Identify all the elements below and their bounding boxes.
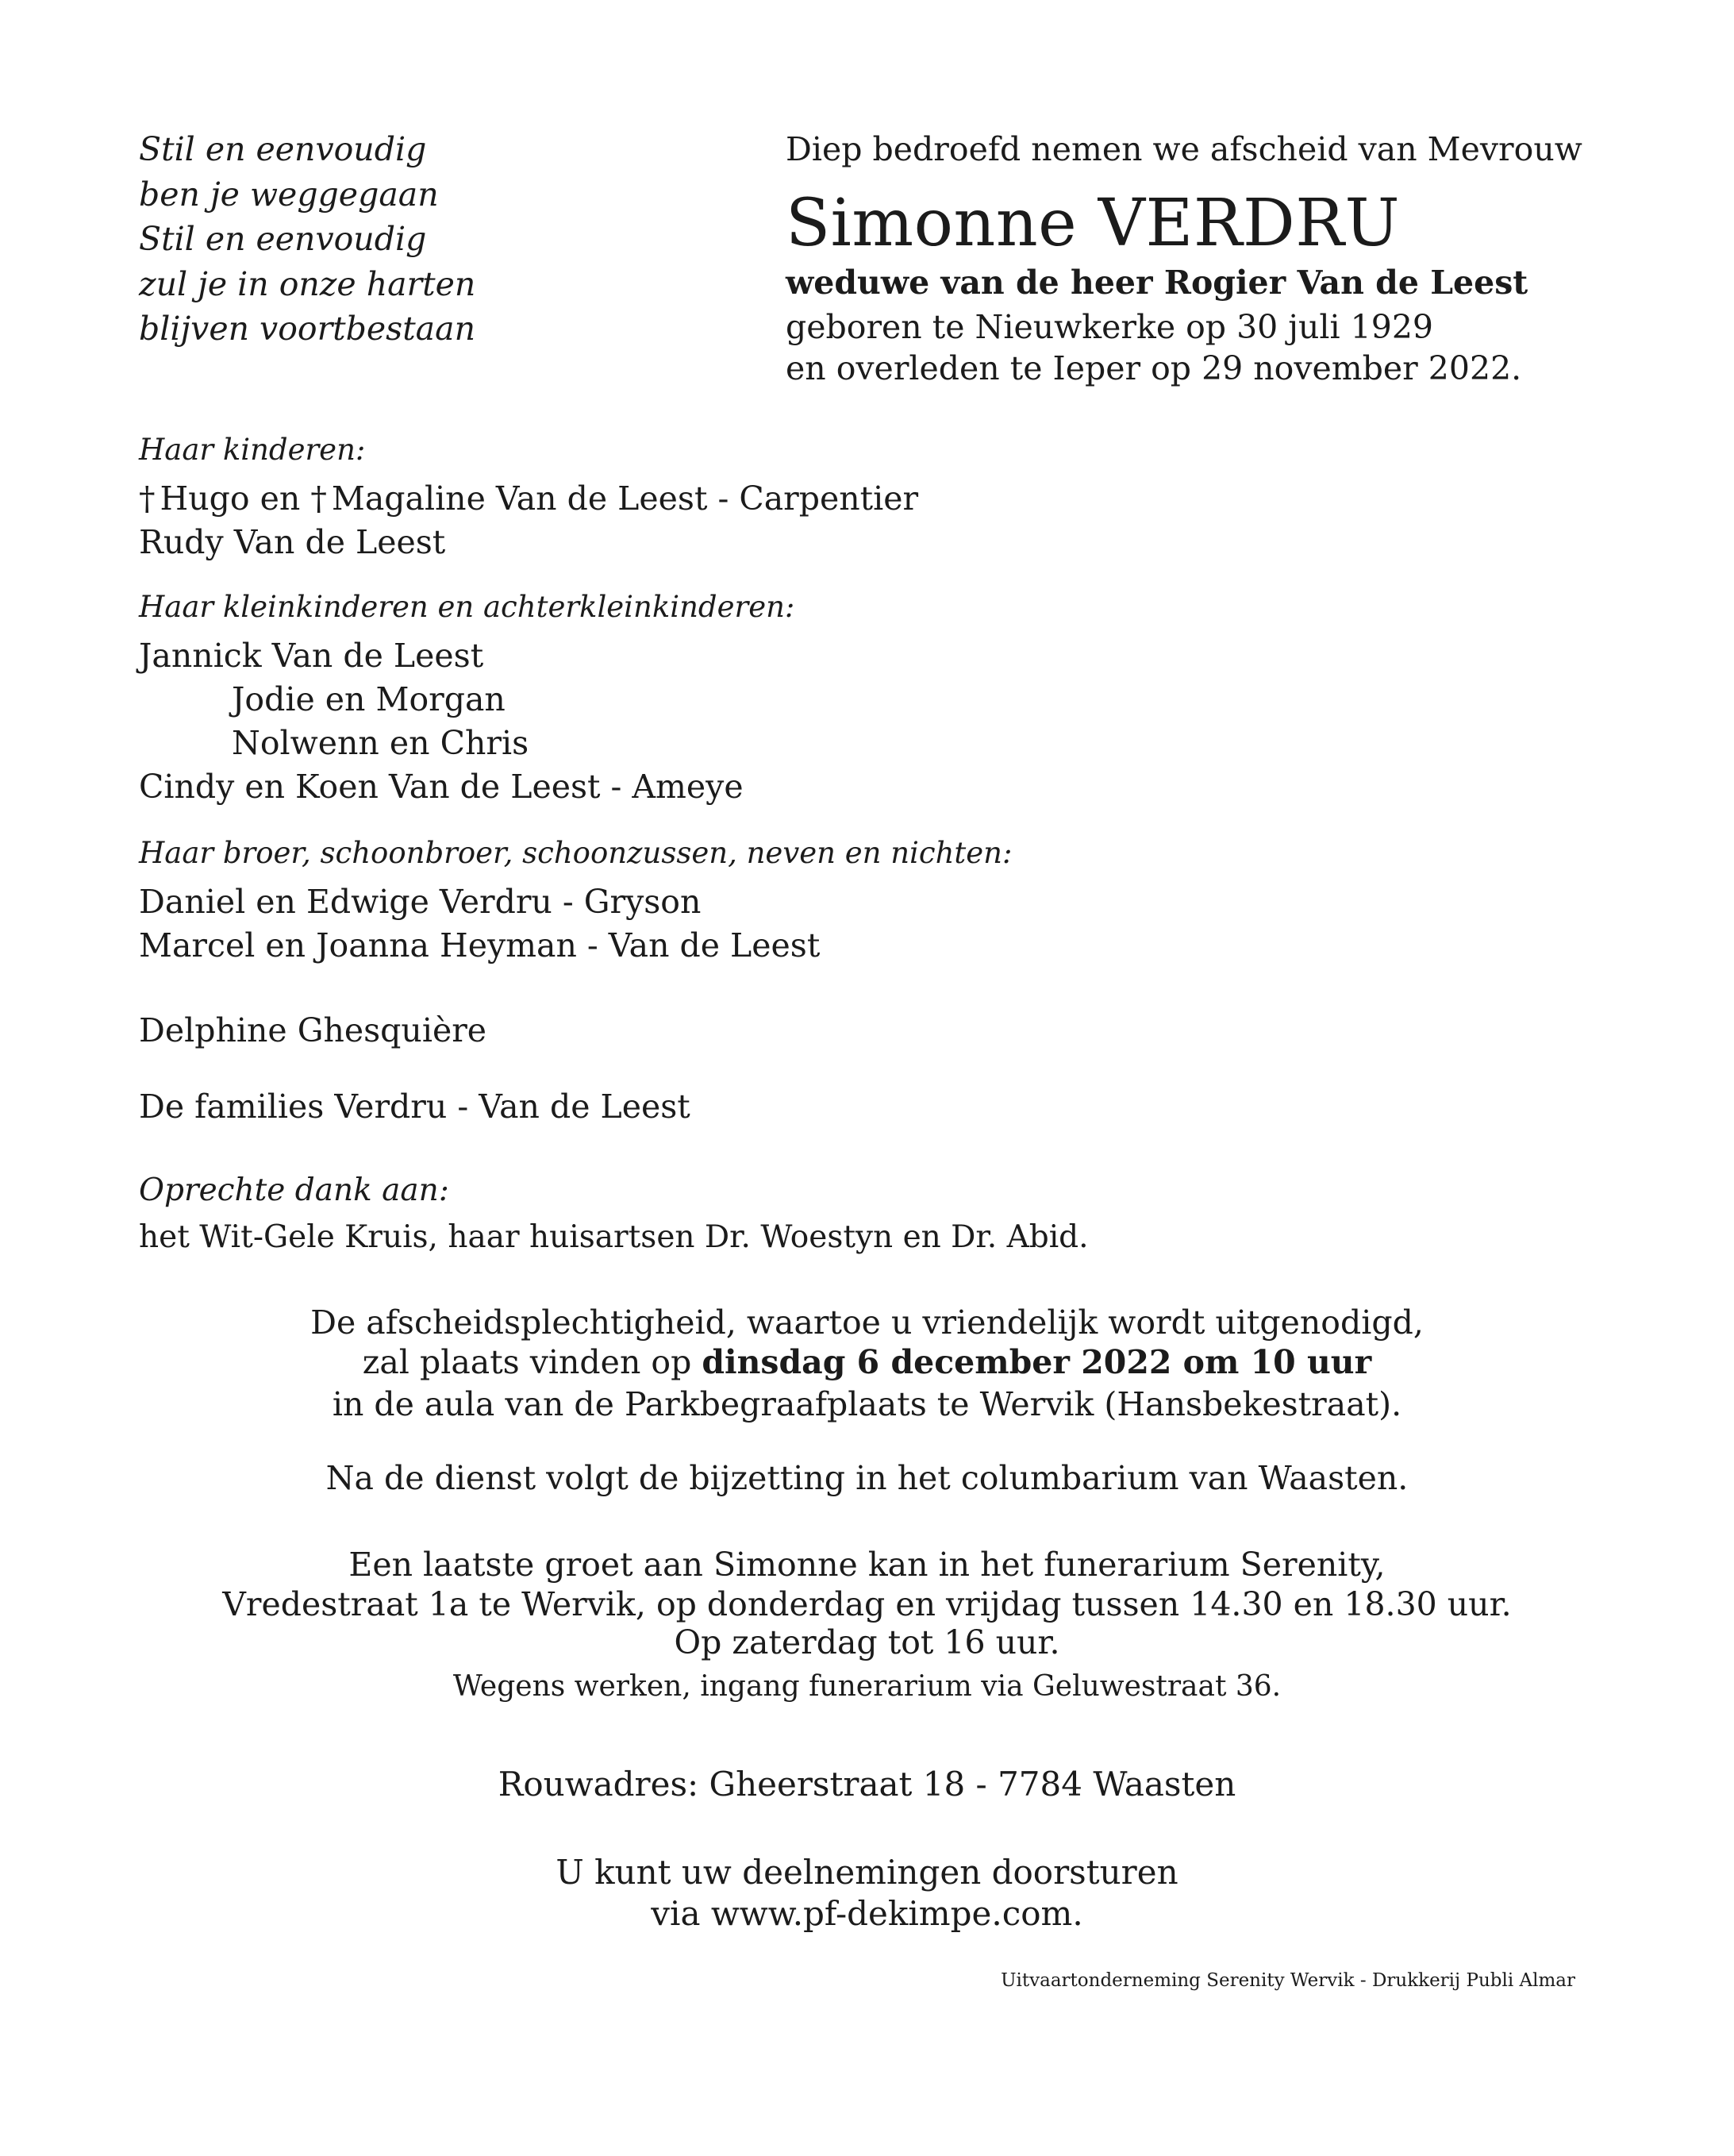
visitation-note: Wegens werken, ingang funerarium via Geluwestraat 36. xyxy=(452,1670,1282,1703)
children-line xyxy=(139,477,918,521)
announcement-intro: Diep bedroefd nemen we afscheid van Mevrouw xyxy=(786,130,1582,168)
printer-credit: Uitvaartonderneming Serenity Wervik - Drukkerij Publi Almar xyxy=(1001,1970,1575,1991)
child-name: Magaline Van de Leest - Carpentier xyxy=(331,479,919,518)
birth-line: geboren te Nieuwkerke op 30 juli 1929 xyxy=(786,308,1433,346)
ceremony-line: De afscheidsplechtigheid, waartoe u vriendelijk wordt uitgenodigd, xyxy=(310,1303,1424,1342)
great-grandchild-names: Nolwenn en Chris xyxy=(232,724,529,762)
poem-line: blijven voortbestaan xyxy=(139,310,475,348)
thanks-text: het Wit-Gele Kruis, haar huisartsen Dr. Woestyn en Dr. Abid. xyxy=(139,1219,1089,1255)
poem-line: Stil en eenvoudig xyxy=(139,220,427,258)
thanks-heading: Oprechte dank aan: xyxy=(139,1172,449,1208)
widow-of: weduwe van de heer Rogier Van de Leest xyxy=(786,264,1528,302)
birth-death-dates xyxy=(786,306,1521,389)
grandchild-name: Cindy en Koen Van de Leest - Ameye xyxy=(139,768,744,806)
mourning-address: Rouwadres: Gheerstraat 18 - 7784 Waasten xyxy=(498,1765,1236,1804)
great-grandchild-names: Jodie en Morgan xyxy=(232,680,506,718)
poem-line: ben je weggegaan xyxy=(139,175,439,214)
relative-name: Daniel en Edwige Verdru - Gryson xyxy=(139,883,702,921)
ceremony-date: dinsdag 6 december 2022 om 10 uur xyxy=(702,1343,1372,1381)
ceremony-date-prefix: zal plaats vinden op xyxy=(362,1343,702,1381)
families-line: De families Verdru - Van de Leest xyxy=(139,1088,690,1126)
relative-name: Marcel en Joanna Heyman - Van de Leest xyxy=(139,926,821,964)
condolences-line: U kunt uw deelnemingen doorsturen xyxy=(556,1853,1178,1892)
child-name: Hugo en xyxy=(160,479,301,518)
dagger-icon: † xyxy=(310,479,327,518)
visitation-line: Vredestraat 1a te Wervik, op donderdag en vrijdag tussen 14.30 en 18.30 uur. xyxy=(222,1585,1512,1623)
child-name: Rudy Van de Leest xyxy=(139,523,446,561)
deceased-name: Simonne VERDRU xyxy=(786,186,1401,261)
dagger-icon: † xyxy=(139,479,156,518)
visitation-line: Op zaterdag tot 16 uur. xyxy=(674,1623,1060,1661)
other-person: Delphine Ghesquière xyxy=(139,1011,487,1049)
poem-line: zul je in onze harten xyxy=(139,264,476,303)
burial-line: Na de dienst volgt de bijzetting in het columbarium van Waasten. xyxy=(325,1459,1409,1497)
relatives-heading: Haar broer, schoonbroer, schoonzussen, neven en nichten: xyxy=(139,836,1013,870)
poem-line: Stil en eenvoudig xyxy=(139,130,427,168)
visitation-line: Een laatste groet aan Simonne kan in het funerarium Serenity, xyxy=(348,1546,1386,1584)
children-heading: Haar kinderen: xyxy=(139,433,366,467)
condolences-website: via www.pf-dekimpe.com. xyxy=(651,1894,1083,1933)
death-line: en overleden te Ieper op 29 november 2022. xyxy=(786,349,1522,387)
ceremony-location: in de aula van de Parkbegraafplaats te Wervik (Hansbekestraat). xyxy=(332,1385,1402,1423)
grandchild-name: Jannick Van de Leest xyxy=(139,637,484,675)
grandchildren-heading: Haar kleinkinderen en achterkleinkinderen: xyxy=(139,590,795,624)
poem xyxy=(139,127,475,352)
ceremony-date-line xyxy=(0,1342,1734,1383)
